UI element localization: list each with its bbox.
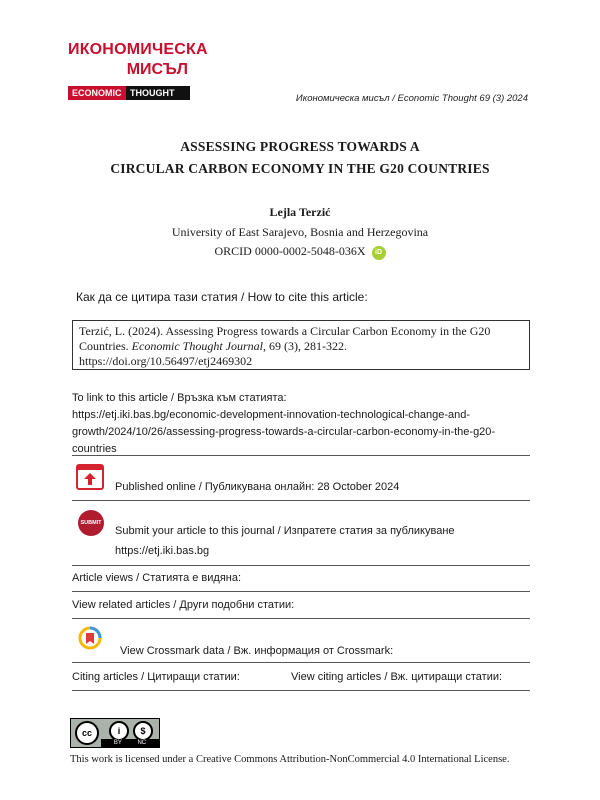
- author-name: Lejla Terzić: [269, 205, 331, 219]
- divider: [72, 591, 530, 592]
- logo-bar-thought: THOUGHT: [126, 86, 190, 100]
- submit-icon[interactable]: SUBMIT: [78, 510, 104, 536]
- submit-url[interactable]: https://etj.iki.bas.bg: [115, 545, 210, 557]
- license-statement: This work is licensed under a Creative Commons Attribution-NonCommercial 4.0 International License.: [70, 754, 510, 765]
- logo-bar: [68, 86, 190, 100]
- cite-label: Как да се цитира тази статия / How to cite this article:: [76, 290, 368, 304]
- orcid-icon[interactable]: iD: [372, 246, 386, 260]
- divider: [72, 500, 530, 501]
- article-views[interactable]: Article views / Статията е видяна:: [72, 572, 242, 584]
- divider: [72, 565, 530, 566]
- view-citing-articles[interactable]: View citing articles / Вж. цитиращи статии:: [291, 671, 503, 683]
- citation-doi[interactable]: https://doi.org/10.56497/etj2469302: [79, 354, 253, 368]
- attribution-icon: i: [109, 721, 129, 741]
- citing-articles: Citing articles / Цитиращи статии:: [72, 671, 240, 683]
- author-orcid: [0, 244, 600, 260]
- submit-article-text[interactable]: Submit your article to this journal / Изпратете статия за публикуване: [115, 525, 455, 537]
- published-online-icon: [76, 463, 104, 491]
- crossmark-data[interactable]: View Crossmark data / Вж. информация от Crossmark:: [120, 645, 394, 657]
- cc-nc-label: NC: [137, 740, 147, 746]
- cc-icon: cc: [75, 721, 99, 745]
- citation-volume: , 69 (3), 281-322.: [263, 339, 347, 353]
- divider: [72, 690, 530, 691]
- title-line-1: ASSESSING PROGRESS TOWARDS A: [180, 139, 420, 154]
- logo-line-2: МИСЪЛ: [126, 61, 188, 78]
- published-online: Published online / Публикувана онлайн: 28 October 2024: [115, 481, 400, 493]
- citation-text: Terzić, L. (2024). Assessing Progress towards a Circular Carbon Economy in the G20 Countries.: [79, 324, 491, 353]
- author-affiliation: University of East Sarajevo, Bosnia and Herzegovina: [171, 225, 429, 239]
- article-title: [0, 136, 600, 180]
- divider: [72, 455, 530, 456]
- cc-license-badge[interactable]: [70, 718, 160, 748]
- journal-logo: [68, 40, 208, 100]
- cc-by-label: BY: [113, 740, 122, 746]
- crossmark-icon[interactable]: [78, 626, 102, 650]
- related-articles[interactable]: View related articles / Други подобни статии:: [72, 599, 295, 611]
- title-line-2: CIRCULAR CARBON ECONOMY IN THE G20 COUNTRIES: [110, 161, 490, 176]
- article-link[interactable]: https://etj.iki.bas.bg/economic-development-innovation-technological-change-and-growth/2024/10/26/assessing-progress-towards-a-circular-carbon-economy-in-the-g20-countries: [72, 409, 496, 455]
- logo-bar-economic: ECONOMIC: [68, 86, 126, 100]
- link-label: To link to this article / Връзка към статията:: [72, 392, 287, 404]
- cc-labels: [101, 739, 159, 747]
- noncommercial-icon: $: [133, 721, 153, 741]
- journal-reference: Икономическа мисъл / Economic Thought 69 (3) 2024: [295, 93, 528, 104]
- orcid-text[interactable]: ORCID 0000-0002-5048-036X: [214, 244, 366, 258]
- citation-box: [72, 320, 530, 370]
- divider: [72, 618, 530, 619]
- divider: [72, 662, 530, 663]
- logo-line-1: ИКОНОМИЧЕСКА: [68, 41, 208, 58]
- citation-journal: Economic Thought Journal: [131, 339, 263, 353]
